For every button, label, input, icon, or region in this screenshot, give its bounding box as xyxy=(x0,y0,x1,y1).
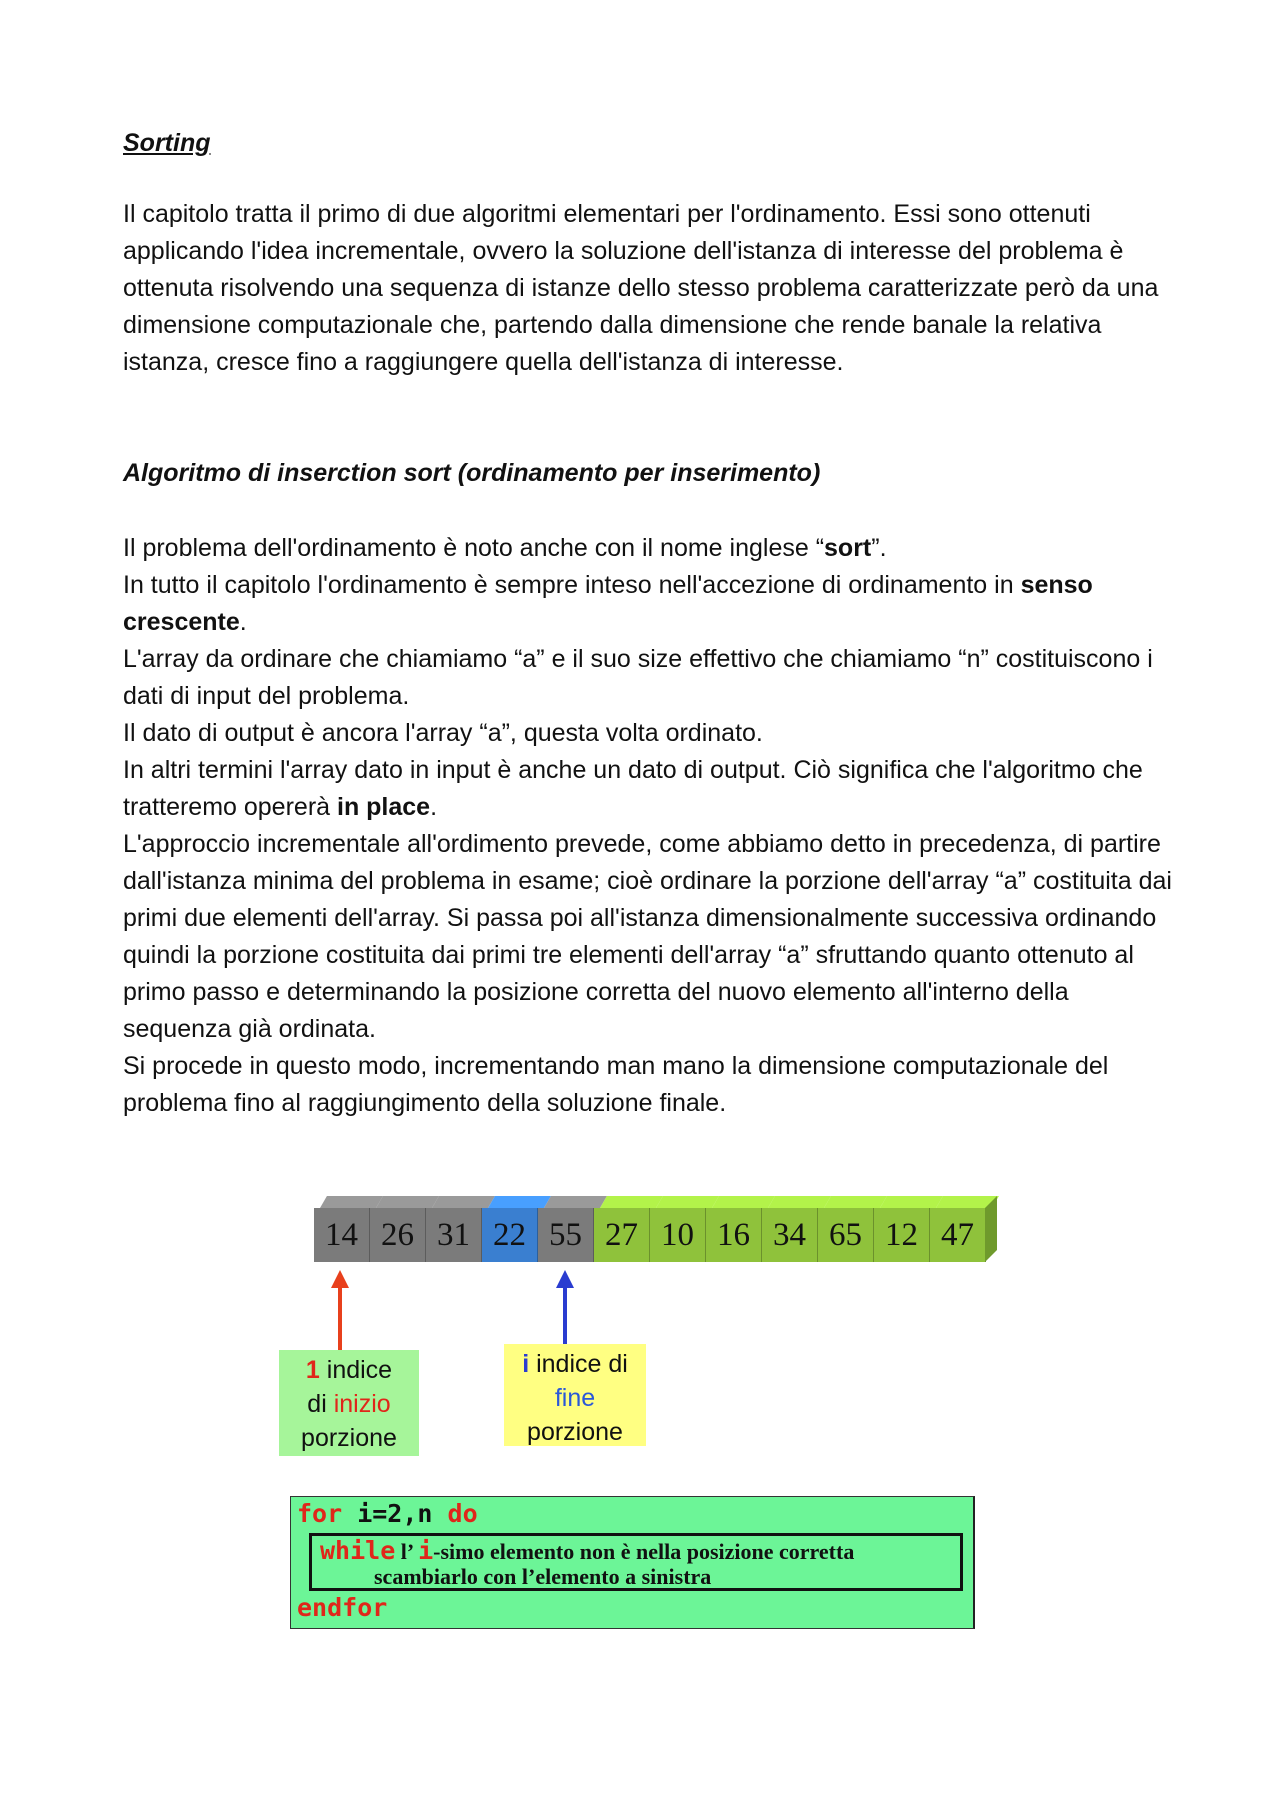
paragraph-incremental: L'approccio incrementale all'ordimento prevede, come abbiamo detto in precedenza, di partire dall'istanza minima del problema in esame; cioè ordinare la porzione dell'array “a” costituita dai primi due elementi dell'array. Si passa poi all'istanza dimensionalmente successiva ordinando quindi la porzione costituita dai primi tre elementi dell'array “a” sfruttando quanto ottenuto al primo passo e determinando la posizione corretta del nuovo elemento all'interno della sequenza già ordinata. xyxy=(123,830,1172,1043)
section-title: Algoritmo di inserction sort (ordinamento per inserimento) xyxy=(123,459,821,487)
array-cell: 12 xyxy=(874,1208,930,1262)
endfor-line: endfor xyxy=(297,1593,388,1622)
paragraph-output: Il dato di output è ancora l'array “a”, questa volta ordinato. xyxy=(123,719,763,747)
for-line: for i=2,n do xyxy=(297,1499,478,1528)
array-cell: 27 xyxy=(594,1208,650,1262)
array-cell-current: 22 xyxy=(482,1208,538,1262)
end-index-label: i indice di fine porzione xyxy=(504,1344,646,1446)
start-arrow-icon xyxy=(330,1270,350,1350)
array-cell: 47 xyxy=(930,1208,986,1262)
page-title: Sorting xyxy=(123,129,211,157)
array-cell: 31 xyxy=(426,1208,482,1262)
while-line: while l’ i-simo elemento non è nella posizione corretta xyxy=(320,1536,855,1565)
while-block xyxy=(309,1533,963,1591)
section-body xyxy=(123,530,1183,1122)
intro-paragraph: Il capitolo tratta il primo di due algoritmi elementari per l'ordinamento. Essi sono ottenuti applicando l'idea incrementale, ovvero la soluzione dell'istanza di interesse del problema è ottenuta risolvendo una sequenza di istanze dello stesso problema caratterizzate però da una dimensione computazionale che, partendo dalla dimensione che rende banale la relativa istanza, cresce fino a raggiungere quella dell'istanza di interesse. xyxy=(123,200,1159,376)
array-cell: 10 xyxy=(650,1208,706,1262)
paragraph-sort-name: Il problema dell'ordinamento è noto anche con il nome inglese “sort”. xyxy=(123,534,887,562)
algorithm-box xyxy=(290,1496,975,1629)
paragraph-ascending: In tutto il capitolo l'ordinamento è sempre inteso nell'accezione di ordinamento in senso crescente. xyxy=(123,571,1093,636)
start-index-label: 1 indice di inizio porzione xyxy=(279,1350,419,1456)
array-cell: 55 xyxy=(538,1208,594,1262)
end-arrow-icon xyxy=(555,1270,575,1344)
array-figure xyxy=(314,1196,986,1262)
swap-line: scambiarlo con l’elemento a sinistra xyxy=(374,1564,712,1589)
array-cell: 26 xyxy=(370,1208,426,1262)
array-cell: 14 xyxy=(314,1208,370,1262)
array-cell: 65 xyxy=(818,1208,874,1262)
paragraph-in-place: In altri termini l'array dato in input è anche un dato di output. Ciò significa che l'algoritmo che tratteremo opererà in place. xyxy=(123,756,1143,821)
array-cell: 16 xyxy=(706,1208,762,1262)
paragraph-input: L'array da ordinare che chiamiamo “a” e il suo size effettivo che chiamiamo “n” costituiscono i dati di input del problema. xyxy=(123,645,1153,710)
array-cell: 34 xyxy=(762,1208,818,1262)
paragraph-procedure: Si procede in questo modo, incrementando man mano la dimensione computazionale del problema fino al raggiungimento della soluzione finale. xyxy=(123,1052,1109,1117)
